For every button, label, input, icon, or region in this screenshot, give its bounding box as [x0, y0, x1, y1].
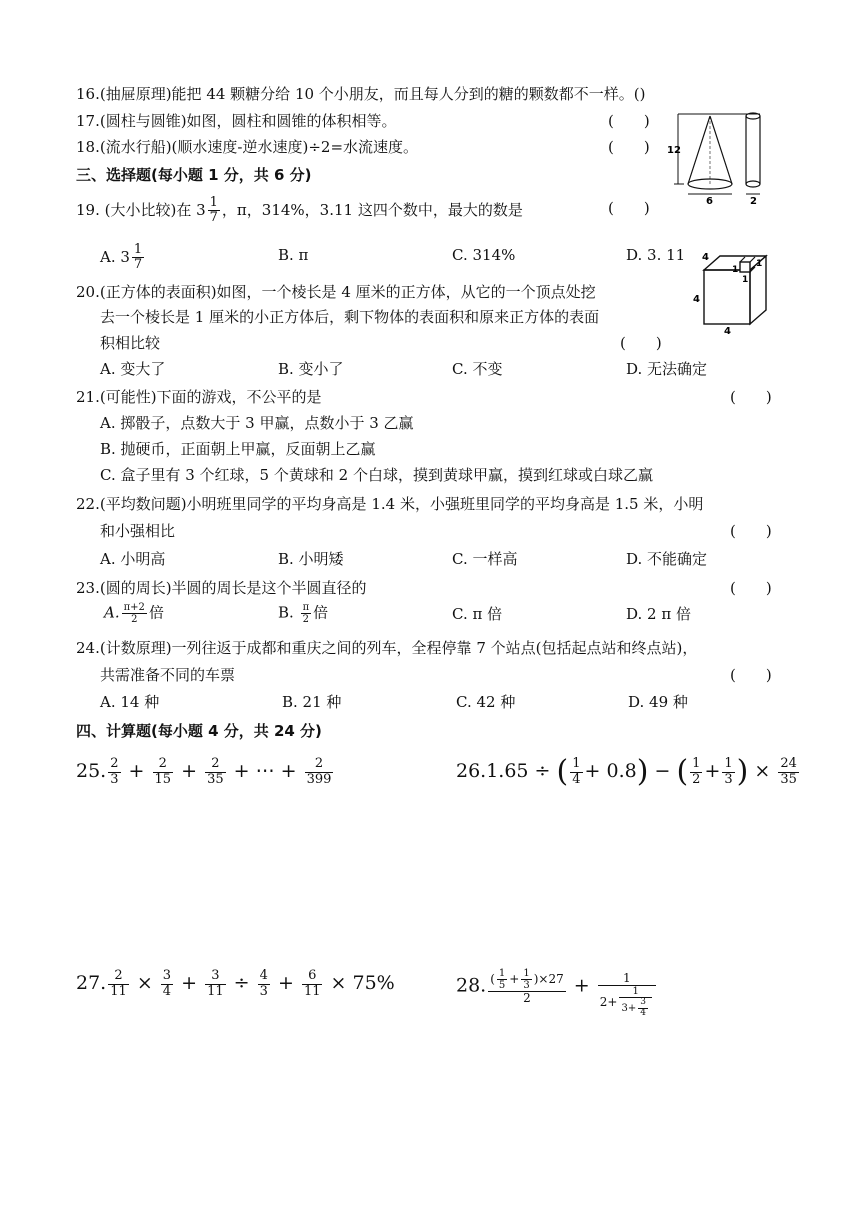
q28-label: 28.: [456, 974, 487, 997]
q24-option-b: B. 21 种: [282, 693, 342, 711]
q26-rparen-2: ): [736, 754, 749, 789]
q26-rparen-1: ): [636, 754, 649, 789]
q28-cf-denominator: [598, 986, 656, 1019]
q23-option-b-prefix: B.: [278, 603, 299, 622]
cone-height-label: 12: [667, 145, 681, 156]
q19-option-d: D. 3. 11: [626, 246, 686, 264]
q21-option-b: B. 抛硬币，正面朝上甲赢，反面朝上乙赢: [100, 440, 376, 458]
q27-frac-3-den: 11: [207, 983, 224, 999]
q28-top-frac-1-den: 5: [498, 980, 506, 991]
cube-figure: [690, 248, 780, 334]
q25-frac-2: [153, 757, 174, 787]
q23-option-b-fraction: [301, 602, 312, 625]
small-cube-label-3: 1: [742, 275, 749, 285]
small-cube-label-1: 1: [756, 259, 763, 269]
q24-answer-paren: ( ): [730, 666, 772, 684]
q19-fraction-den: 7: [209, 210, 218, 226]
q24-option-d: D. 49 种: [628, 693, 688, 711]
q26-minus: −: [648, 760, 677, 782]
q26-label: 26.1.65 ÷: [456, 760, 557, 782]
q23-option-b: [278, 602, 328, 625]
q25-op-3: + ⋯ +: [233, 760, 297, 782]
q26-frac-3-den: 3: [724, 771, 733, 787]
q26-frac-3-num: 1: [724, 756, 733, 772]
q24-line-2: 共需准备不同的车票: [100, 666, 236, 684]
q28-top-plus: +: [509, 972, 520, 986]
q26-frac-4: [778, 757, 799, 787]
q27-frac-1: [108, 969, 129, 999]
q27-op-2: +: [181, 972, 198, 994]
q26-expression: [456, 756, 801, 787]
q16-text: 16.(抽屉原理)能把 44 颗糖分给 10 个小朋友，而且每人分到的糖的颗数都不一样。(): [76, 85, 646, 103]
q27-frac-4-num: 4: [259, 968, 268, 984]
q27-op-5: × 75%: [330, 972, 395, 994]
q25-frac-3: [205, 757, 226, 787]
q19-answer-paren: ( ): [608, 199, 650, 217]
q28-main-denominator: 2: [523, 991, 531, 1005]
q21-option-a: A. 掷骰子，点数大于 3 甲赢，点数小于 3 乙赢: [100, 414, 414, 432]
q27-expression: [76, 968, 395, 999]
q21-text: 21.(可能性)下面的游戏，不公平的是: [76, 388, 322, 406]
q26-frac-3: [722, 757, 734, 787]
q26-times: ×: [748, 760, 777, 782]
q19-option-b: B. π: [278, 246, 309, 264]
q28-main-fraction: [488, 968, 566, 1005]
q18-answer-paren: ( ): [608, 138, 650, 156]
q20-option-d: D. 无法确定: [626, 360, 708, 378]
q23-option-a-fraction: [122, 602, 147, 625]
q28-main-numerator: [488, 968, 566, 992]
q25-frac-1: [108, 757, 120, 787]
cone-diameter-label: 6: [706, 196, 713, 207]
q26-plus: +: [704, 760, 721, 782]
q22-option-d: D. 不能确定: [626, 550, 708, 568]
q25-frac-2-den: 15: [154, 771, 172, 787]
q23-answer-paren: ( ): [730, 579, 772, 597]
q28-cf-inner: [619, 986, 651, 1019]
q27-op-4: +: [277, 972, 294, 994]
q19-fraction: [208, 196, 220, 226]
q25-frac-1-num: 2: [110, 756, 119, 772]
q22-option-b: B. 小明矮: [278, 550, 344, 568]
q22-answer-paren: ( ): [730, 522, 772, 540]
q27-frac-5-den: 11: [303, 983, 321, 999]
q23-option-a-den: 2: [131, 614, 138, 625]
q28-cf-innermost-den: 4: [640, 1008, 646, 1019]
q27-frac-4-den: 3: [259, 983, 268, 999]
q27-frac-5: [302, 969, 323, 999]
q20-answer-paren: ( ): [620, 334, 662, 352]
q23-option-b-num: π: [302, 602, 310, 613]
q19-fraction-num: 1: [209, 195, 218, 210]
cube-top-edge-label: 4: [702, 252, 709, 263]
q24-line-1: 24.(计数原理)一列往返于成都和重庆之间的列车，全程停靠 7 个站点(包括起点站和终点站)，: [76, 639, 698, 657]
q26-frac-2-den: 2: [692, 771, 701, 787]
q23-option-d: D. 2 π 倍: [626, 605, 691, 623]
q22-line-1: 22.(平均数问题)小明班里同学的平均身高是 1.4 米，小强班里同学的平均身高是 1.5 米，小明: [76, 495, 704, 513]
q23-option-a-prefix: A.: [104, 603, 120, 622]
q25-expression: [76, 756, 335, 787]
q28-top-frac-1: [497, 968, 507, 991]
q27-frac-3-num: 3: [205, 969, 226, 984]
q27-op-1: ×: [136, 972, 153, 994]
q27-frac-5-num: 6: [302, 969, 323, 984]
q19-text-b: ，π，314%，3.11 这四个数中，最大的数是: [221, 200, 523, 219]
q20-option-b: B. 变小了: [278, 360, 344, 378]
q24-option-c: C. 42 种: [456, 693, 516, 711]
small-cube-label-2: 1: [732, 265, 739, 275]
q25-label: 25.: [76, 760, 107, 782]
q28-cf-innermost-num: 3: [640, 997, 646, 1008]
q23-option-a: [104, 602, 164, 625]
q27-frac-2: [161, 969, 173, 999]
q28-continued-fraction: [598, 972, 656, 1019]
q23-option-c: C. π 倍: [452, 605, 503, 623]
q26-lparen-1: (: [556, 754, 569, 789]
q28-top-frac-2-den: 3: [523, 980, 530, 991]
q25-frac-3-num: 2: [205, 757, 226, 772]
q26-mid: + 0.8: [584, 760, 637, 782]
q27-label: 27.: [76, 972, 107, 994]
q26-frac-4-den: 35: [780, 771, 797, 787]
q20-line-1: 20.(正方体的表面积)如图，一个棱长是 4 厘米的正方体，从它的一个顶点处挖: [76, 283, 596, 301]
q23-option-b-den: 2: [302, 614, 310, 625]
q28-cf-inner-num: 1: [619, 986, 651, 998]
q20-line-3: 积相比较: [100, 334, 161, 352]
q25-op-2: +: [181, 760, 198, 782]
q27-frac-4: [258, 969, 270, 999]
q27-frac-1-num: 2: [108, 969, 129, 984]
q25-frac-4: [305, 757, 334, 787]
q28-cf-numerator: 1: [598, 972, 656, 986]
cube-bottom-edge-label: 4: [724, 326, 731, 334]
q20-option-a: A. 变大了: [100, 360, 166, 378]
section-3-title: 三、选择题(每小题 1 分，共 6 分): [76, 166, 312, 184]
q22-option-a: A. 小明高: [100, 550, 166, 568]
q28-top-frac-1-num: 1: [498, 968, 506, 979]
q26-lparen-2: (: [676, 754, 689, 789]
q25-frac-4-den: 399: [306, 771, 332, 787]
q19-option-a-num: 1: [133, 242, 143, 257]
q28-cf-inner-den: [619, 998, 651, 1019]
q20-line-2: 去一个棱长是 1 厘米的小正方体后，剩下物体的表面积和原来正方体的表面: [100, 308, 600, 326]
q21-option-c: C. 盒子里有 3 个红球，5 个黄球和 2 个白球，摸到黄球甲赢，摸到红球或白球乙赢: [100, 466, 653, 484]
q19-option-a-den: 7: [133, 257, 143, 273]
q27-frac-1-den: 11: [110, 983, 127, 999]
q23-option-a-suffix: 倍: [148, 603, 164, 622]
q25-frac-4-num: 2: [305, 757, 334, 772]
q26-frac-1-num: 1: [572, 756, 581, 772]
q27-frac-2-num: 3: [162, 968, 172, 984]
q28-top-lparen: (: [490, 972, 495, 986]
q19-text: [76, 196, 523, 226]
q28-plus: +: [573, 974, 590, 997]
cone-cylinder-figure: [664, 108, 776, 208]
q28-top-frac-2: [521, 968, 531, 991]
q26-frac-1: [570, 757, 582, 787]
cube-left-edge-label: 4: [693, 294, 700, 305]
q19-option-c: C. 314%: [452, 246, 516, 264]
q17-answer-paren: ( ): [608, 112, 650, 130]
q25-op-1: +: [128, 760, 145, 782]
q28-expression: [456, 968, 658, 1019]
q19-option-a: [100, 243, 146, 273]
q23-option-b-suffix: 倍: [313, 603, 329, 622]
q26-frac-4-num: 24: [780, 756, 797, 772]
q17-text: 17.(圆柱与圆锥)如图，圆柱和圆锥的体积相等。: [76, 112, 397, 130]
q27-frac-2-den: 4: [162, 983, 172, 999]
q28-cf-two-plus: 2+: [599, 995, 618, 1010]
q22-option-c: C. 一样高: [452, 550, 518, 568]
q19-text-a: 19. (大小比较)在 3: [76, 200, 206, 219]
q27-frac-3: [205, 969, 226, 999]
q28-top-frac-2-num: 1: [523, 968, 530, 979]
q27-op-3: ÷: [233, 972, 250, 994]
q18-text: 18.(流水行船)(顺水速度-逆水速度)÷2=水流速度。: [76, 138, 419, 156]
q20-option-c: C. 不变: [452, 360, 503, 378]
q26-frac-2: [690, 757, 702, 787]
q19-option-a-prefix: A. 3: [100, 247, 130, 266]
q24-option-a: A. 14 种: [100, 693, 160, 711]
section-4-title: 四、计算题(每小题 4 分，共 24 分): [76, 722, 322, 740]
q23-text: 23.(圆的周长)半圆的周长是这个半圆直径的: [76, 579, 367, 597]
q22-line-2: 和小强相比: [100, 522, 176, 540]
q25-frac-2-num: 2: [153, 757, 174, 772]
q21-answer-paren: ( ): [730, 388, 772, 406]
cylinder-diameter-label: 2: [750, 196, 757, 207]
q28-cf-three-plus: 3+: [621, 1003, 637, 1015]
q25-frac-3-den: 35: [207, 771, 224, 787]
q26-frac-1-den: 4: [572, 771, 581, 787]
q28-cf-innermost: [638, 998, 648, 1019]
q28-top-rparen: )×27: [533, 972, 564, 986]
q25-frac-1-den: 3: [110, 771, 119, 787]
q26-frac-2-num: 1: [692, 756, 701, 772]
q19-option-a-fraction: [132, 243, 144, 273]
q23-option-a-num: π+2: [123, 602, 145, 613]
